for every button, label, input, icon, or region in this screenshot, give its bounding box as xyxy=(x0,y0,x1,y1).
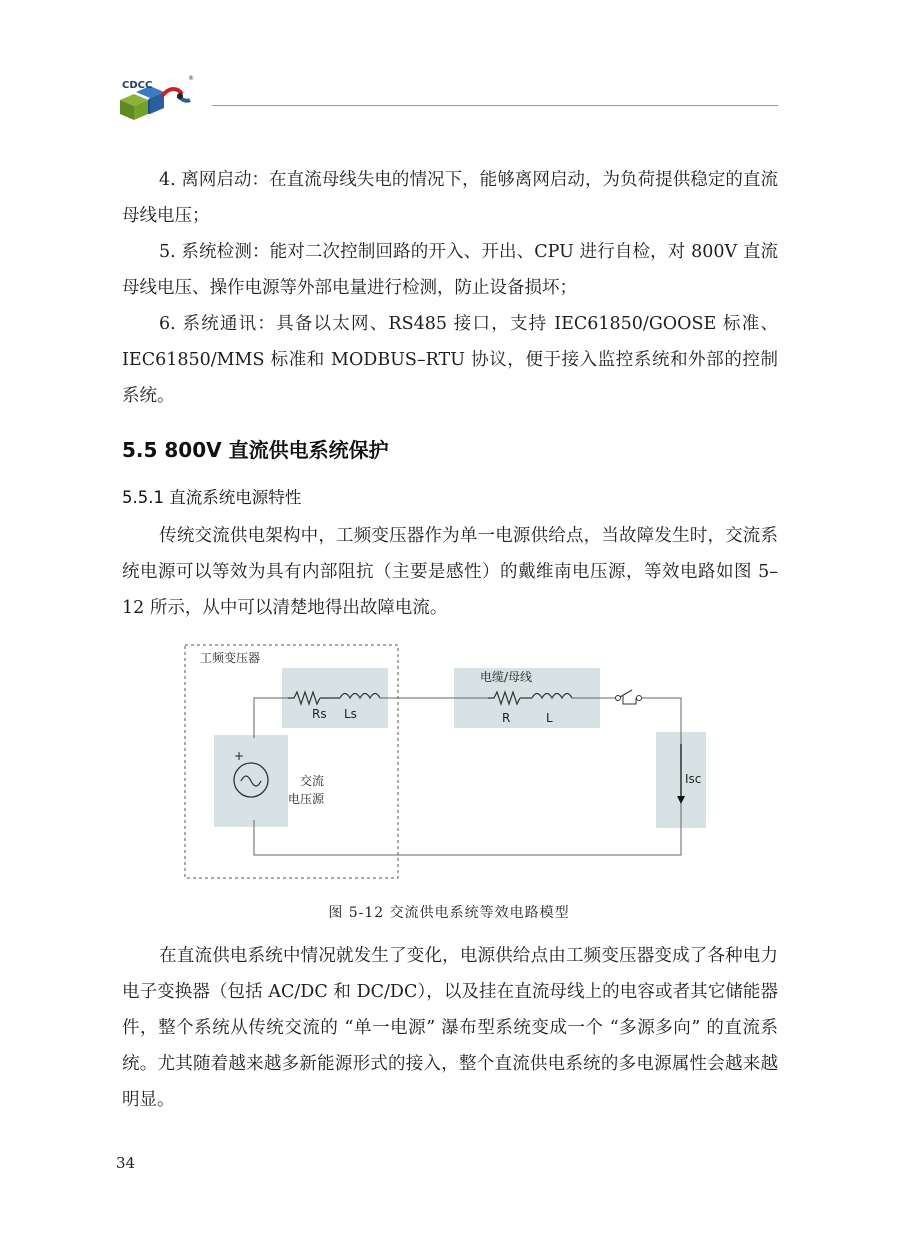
item-5 xyxy=(122,234,778,306)
paragraph-2-text: 在直流供电系统中情况就发生了变化，电源供给点由工频变压器变成了各种电力电子变换器（包括 AC/DC 和 DC/DC），以及挂在直流母线上的电容或者其它储能器件，整个系统从传统交流的 “单一电源” 瀑布型系统变成一个 “多源多向” 的直流系统。尤其随着越来越多新能源形式的接入，整个直流供电系统的多电源属性会越来越明显。 xyxy=(122,946,778,1110)
circuit-diagram xyxy=(180,640,720,885)
item-4 xyxy=(122,162,778,234)
source-label-line1: 交流 xyxy=(300,774,325,788)
item-6-text: 6. 系统通讯：具备以太网、RS485 接口，支持 IEC61850/GOOSE 标准、IEC61850/MMS 标准和 MODBUS–RTU 协议，便于接入监控系统和外部的控制系统。 xyxy=(122,314,778,406)
logo-mark: ® xyxy=(188,75,194,82)
figure-caption: 图 5-12 交流供电系统等效电路模型 xyxy=(328,905,570,921)
rs-label: Rs xyxy=(312,707,327,721)
logo-text: CDCC xyxy=(122,80,153,91)
item-5-text: 5. 系统检测：能对二次控制回路的开入、开出、CPU 进行自检，对 800V 直流母线电压、操作电源等外部电量进行检测，防止设备损坏； xyxy=(122,242,778,298)
paragraph-2 xyxy=(122,938,778,1118)
subsection-heading: 5.5.1 直流系统电源特性 xyxy=(122,488,302,507)
ls-label: Ls xyxy=(344,707,357,721)
plus-sign: + xyxy=(234,749,245,763)
section-heading: 5.5 800V 直流供电系统保护 xyxy=(122,438,389,462)
switch-blade xyxy=(620,690,632,697)
isc-label: Isc xyxy=(685,772,702,786)
switch-contact-right xyxy=(637,696,642,701)
cdcc-logo xyxy=(118,70,200,122)
cable-label: 电缆/母线 xyxy=(480,670,533,684)
page-number: 34 xyxy=(116,1154,136,1172)
r-label: R xyxy=(502,711,511,725)
switch-contact-left xyxy=(616,696,621,701)
l-label: L xyxy=(546,711,553,725)
paragraph-1-text: 传统交流供电架构中，工频变压器作为单一电源供给点，当故障发生时，交流系统电源可以等效为具有内部阻抗（主要是感性）的戴维南电压源，等效电路如图 5–12 所示，从中可以清楚地得出故障电流。 xyxy=(122,526,778,618)
switch-bracket xyxy=(623,696,636,704)
header-rule xyxy=(212,105,778,106)
item-6 xyxy=(122,306,778,414)
item-4-text: 4. 离网启动：在直流母线失电的情况下，能够离网启动，为负荷提供稳定的直流母线电压； xyxy=(122,170,778,226)
circuit-figure xyxy=(180,640,720,885)
paragraph-1 xyxy=(122,518,778,626)
source-label-line2: 电压源 xyxy=(288,792,325,806)
transformer-label: 工频变压器 xyxy=(200,651,261,665)
